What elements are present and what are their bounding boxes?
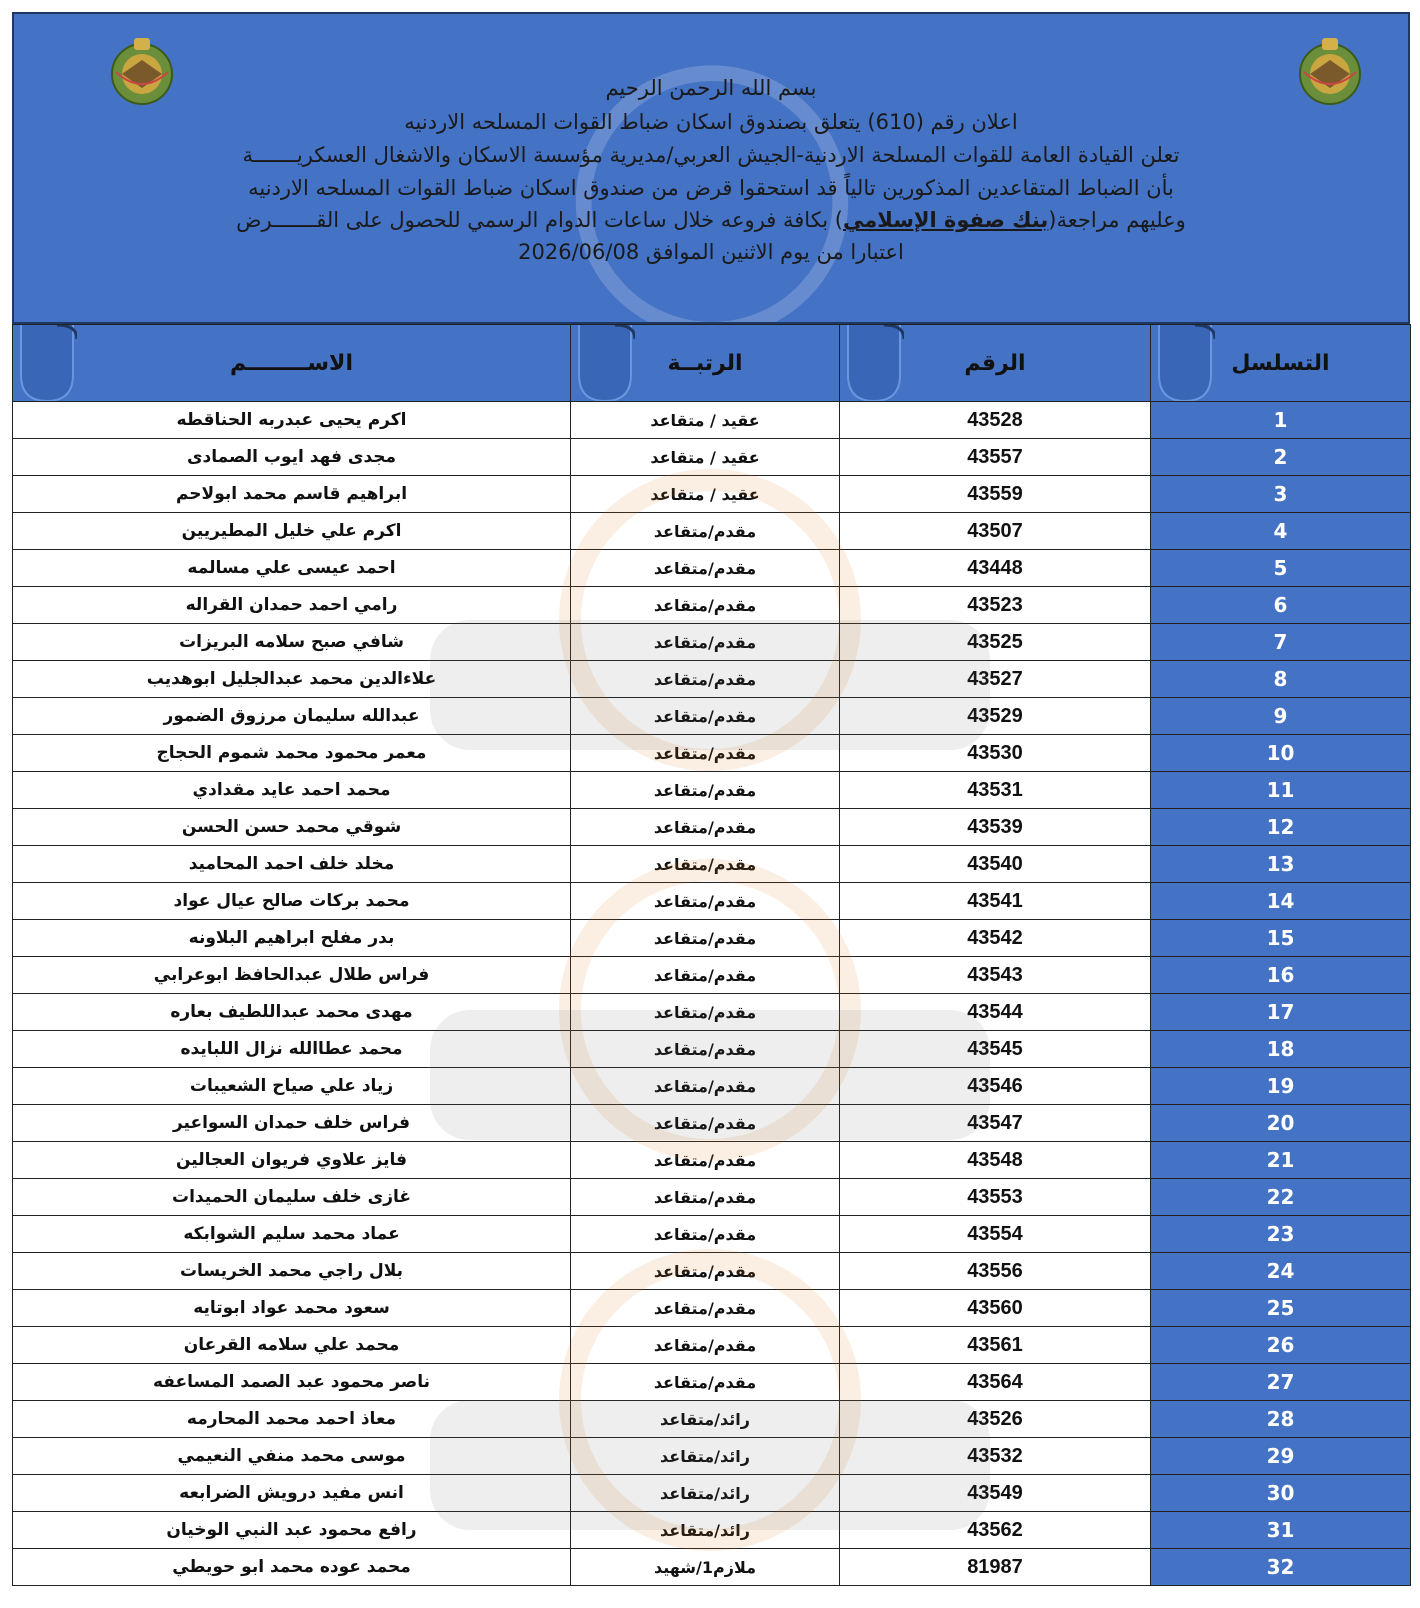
rank-cell: رائد/متقاعد (571, 1512, 840, 1549)
name-cell: موسى محمد منفي النعيمي (13, 1438, 571, 1475)
name-cell: بلال راجي محمد الخريسات (13, 1253, 571, 1290)
rank-cell: مقدم/متقاعد (571, 1290, 840, 1327)
number-cell: 43540 (840, 846, 1151, 883)
table-row (13, 920, 1411, 957)
table-row (13, 1105, 1411, 1142)
name-cell: عبدالله سليمان مرزوق الضمور (13, 698, 571, 735)
table-row (13, 1031, 1411, 1068)
rank-cell: مقدم/متقاعد (571, 1068, 840, 1105)
bank-name: بنك صفوة الإسلامي (843, 208, 1049, 232)
name-cell: فراس طلال عبدالحافظ ابوعرابي (13, 957, 571, 994)
seq-cell: 23 (1151, 1216, 1411, 1253)
seq-cell: 21 (1151, 1142, 1411, 1179)
table-row (13, 1364, 1411, 1401)
rank-cell: ملازم1/شهيد (571, 1549, 840, 1586)
name-cell: بدر مفلح ابراهيم البلاونه (13, 920, 571, 957)
rank-cell: مقدم/متقاعد (571, 846, 840, 883)
name-cell: محمد علي سلامه القرعان (13, 1327, 571, 1364)
number-cell: 43554 (840, 1216, 1151, 1253)
seq-cell: 12 (1151, 809, 1411, 846)
number-cell: 43546 (840, 1068, 1151, 1105)
table-row (13, 846, 1411, 883)
name-cell: شوقي محمد حسن الحسن (13, 809, 571, 846)
rank-cell: مقدم/متقاعد (571, 957, 840, 994)
table-row (13, 1549, 1411, 1586)
table-row (13, 735, 1411, 772)
seq-cell: 30 (1151, 1475, 1411, 1512)
seq-cell: 27 (1151, 1364, 1411, 1401)
number-cell: 43525 (840, 624, 1151, 661)
name-cell: غازى خلف سليمان الحميدات (13, 1179, 571, 1216)
column-header-rank: الرتبــة (571, 325, 840, 402)
number-cell: 43531 (840, 772, 1151, 809)
name-cell: محمد عوده محمد ابو حويطي (13, 1549, 571, 1586)
name-cell: احمد عيسى علي مسالمه (13, 550, 571, 587)
number-cell: 43553 (840, 1179, 1151, 1216)
table-row (13, 402, 1411, 439)
number-cell: 43557 (840, 439, 1151, 476)
rank-cell: مقدم/متقاعد (571, 1216, 840, 1253)
seq-cell: 14 (1151, 883, 1411, 920)
rank-cell: مقدم/متقاعد (571, 550, 840, 587)
rank-cell: مقدم/متقاعد (571, 772, 840, 809)
number-cell: 43529 (840, 698, 1151, 735)
table-row (13, 1438, 1411, 1475)
announcement-text: وعليهم مراجعة( (1048, 208, 1186, 232)
rank-cell: رائد/متقاعد (571, 1438, 840, 1475)
rank-cell: مقدم/متقاعد (571, 513, 840, 550)
number-cell: 43562 (840, 1512, 1151, 1549)
column-header-number: الرقم (840, 325, 1151, 402)
name-cell: زياد علي صياح الشعيبات (13, 1068, 571, 1105)
number-cell: 43544 (840, 994, 1151, 1031)
announcement-date: اعتبارا من يوم الاثنين الموافق 2026/06/08 (518, 240, 904, 264)
number-cell: 43527 (840, 661, 1151, 698)
rank-cell: مقدم/متقاعد (571, 587, 840, 624)
table-row (13, 1142, 1411, 1179)
name-cell: محمد احمد عايد مقدادي (13, 772, 571, 809)
table-row (13, 698, 1411, 735)
announcement-text: ) بكافة فروعه خلال ساعات الدوام الرسمي للحصول على القـــــــرض (236, 208, 843, 232)
number-cell: 43541 (840, 883, 1151, 920)
tab-curl-icon (575, 325, 635, 401)
table-row (13, 1179, 1411, 1216)
seq-cell: 9 (1151, 698, 1411, 735)
number-cell: 43561 (840, 1327, 1151, 1364)
table-row (13, 1327, 1411, 1364)
seq-cell: 17 (1151, 994, 1411, 1031)
seq-cell: 6 (1151, 587, 1411, 624)
name-cell: فراس خلف حمدان السواعير (13, 1105, 571, 1142)
name-cell: مجدى فهد ايوب الصمادى (13, 439, 571, 476)
rank-cell: مقدم/متقاعد (571, 1253, 840, 1290)
announcement-line: بأن الضباط المتقاعدين المذكورين تالياً قد استحقوا قرض من صندوق اسكان ضباط القوات المسلحه الاردنيه (248, 176, 1174, 200)
table-row (13, 1475, 1411, 1512)
seq-cell: 11 (1151, 772, 1411, 809)
number-cell: 43560 (840, 1290, 1151, 1327)
name-cell: انس مفيد درويش الضرابعه (13, 1475, 571, 1512)
table-row (13, 661, 1411, 698)
tab-curl-icon (1155, 325, 1215, 401)
table-row (13, 994, 1411, 1031)
name-cell: معاذ احمد محمد المحارمه (13, 1401, 571, 1438)
name-cell: سعود محمد عواد ابوتايه (13, 1290, 571, 1327)
announcement-basmala: بسم الله الرحمن الرحيم (605, 76, 817, 100)
name-cell: محمد عطاالله نزال اللبايده (13, 1031, 571, 1068)
seq-cell: 7 (1151, 624, 1411, 661)
seq-cell: 29 (1151, 1438, 1411, 1475)
tab-curl-icon (17, 325, 77, 401)
rank-cell: رائد/متقاعد (571, 1401, 840, 1438)
number-cell: 43448 (840, 550, 1151, 587)
table-row (13, 1512, 1411, 1549)
announcement-title: اعلان رقم (610) يتعلق بصندوق اسكان ضباط القوات المسلحه الاردنيه (404, 110, 1018, 134)
seq-cell: 3 (1151, 476, 1411, 513)
name-cell: ابراهيم قاسم محمد ابولاحم (13, 476, 571, 513)
name-cell: فايز علاوي فريوان العجالين (13, 1142, 571, 1179)
name-cell: ناصر محمود عبد الصمد المساعفه (13, 1364, 571, 1401)
rank-cell: مقدم/متقاعد (571, 661, 840, 698)
table-row (13, 772, 1411, 809)
seq-cell: 5 (1151, 550, 1411, 587)
table-row (13, 957, 1411, 994)
name-cell: شافي صبح سلامه البريزات (13, 624, 571, 661)
name-cell: مخلد خلف احمد المحاميد (13, 846, 571, 883)
seq-cell: 31 (1151, 1512, 1411, 1549)
table-row (13, 513, 1411, 550)
number-cell: 43507 (840, 513, 1151, 550)
seq-cell: 10 (1151, 735, 1411, 772)
seq-cell: 32 (1151, 1549, 1411, 1586)
number-cell: 43523 (840, 587, 1151, 624)
rank-cell: مقدم/متقاعد (571, 1142, 840, 1179)
number-cell: 43559 (840, 476, 1151, 513)
seq-cell: 2 (1151, 439, 1411, 476)
rank-cell: مقدم/متقاعد (571, 624, 840, 661)
table-row (13, 1290, 1411, 1327)
rank-cell: مقدم/متقاعد (571, 1179, 840, 1216)
number-cell: 43548 (840, 1142, 1151, 1179)
number-cell: 43526 (840, 1401, 1151, 1438)
rank-cell: مقدم/متقاعد (571, 920, 840, 957)
seq-cell: 1 (1151, 402, 1411, 439)
table-body (13, 402, 1411, 1586)
name-cell: رامي احمد حمدان القراله (13, 587, 571, 624)
table-row (13, 1216, 1411, 1253)
rank-cell: عقيد / متقاعد (571, 402, 840, 439)
seq-cell: 24 (1151, 1253, 1411, 1290)
seq-cell: 4 (1151, 513, 1411, 550)
number-cell: 43542 (840, 920, 1151, 957)
rank-cell: مقدم/متقاعد (571, 1364, 840, 1401)
announcement-bank-line (14, 204, 1408, 237)
rank-cell: رائد/متقاعد (571, 1475, 840, 1512)
table-row (13, 809, 1411, 846)
announcement-header (12, 12, 1410, 324)
number-cell: 43532 (840, 1438, 1151, 1475)
table-row (13, 476, 1411, 513)
seq-cell: 22 (1151, 1179, 1411, 1216)
name-cell: رافع محمود عبد النبي الوخيان (13, 1512, 571, 1549)
table-row (13, 1253, 1411, 1290)
rank-cell: مقدم/متقاعد (571, 1031, 840, 1068)
seq-cell: 20 (1151, 1105, 1411, 1142)
number-cell: 43564 (840, 1364, 1151, 1401)
number-cell: 43545 (840, 1031, 1151, 1068)
name-cell: معمر محمود محمد شموم الحجاج (13, 735, 571, 772)
name-cell: اكرم علي خليل المطيريين (13, 513, 571, 550)
name-cell: اكرم يحيى عبدربه الحناقطه (13, 402, 571, 439)
officers-table (12, 324, 1411, 1586)
table-row (13, 883, 1411, 920)
number-cell: 43543 (840, 957, 1151, 994)
number-cell: 81987 (840, 1549, 1151, 1586)
rank-cell: مقدم/متقاعد (571, 1105, 840, 1142)
seq-cell: 26 (1151, 1327, 1411, 1364)
rank-cell: مقدم/متقاعد (571, 809, 840, 846)
seq-cell: 19 (1151, 1068, 1411, 1105)
announcement-line: تعلن القيادة العامة للقوات المسلحة الاردنية-الجيش العربي/مديرية مؤسسة الاسكان والاشغال العسكريـــــــة (242, 143, 1180, 167)
table-header-row (13, 325, 1411, 402)
rank-cell: مقدم/متقاعد (571, 883, 840, 920)
number-cell: 43556 (840, 1253, 1151, 1290)
name-cell: عماد محمد سليم الشوابكه (13, 1216, 571, 1253)
seq-cell: 18 (1151, 1031, 1411, 1068)
seq-cell: 15 (1151, 920, 1411, 957)
rank-cell: مقدم/متقاعد (571, 994, 840, 1031)
table-row (13, 587, 1411, 624)
table-row (13, 624, 1411, 661)
table-row (13, 1401, 1411, 1438)
table-row (13, 550, 1411, 587)
rank-cell: عقيد / متقاعد (571, 476, 840, 513)
name-cell: مهدى محمد عبداللطيف بعاره (13, 994, 571, 1031)
number-cell: 43528 (840, 402, 1151, 439)
seq-cell: 8 (1151, 661, 1411, 698)
rank-cell: عقيد / متقاعد (571, 439, 840, 476)
number-cell: 43530 (840, 735, 1151, 772)
name-cell: علاءالدين محمد عبدالجليل ابوهديب (13, 661, 571, 698)
name-cell: محمد بركات صالح عيال عواد (13, 883, 571, 920)
table-row (13, 439, 1411, 476)
number-cell: 43549 (840, 1475, 1151, 1512)
rank-cell: مقدم/متقاعد (571, 698, 840, 735)
number-cell: 43539 (840, 809, 1151, 846)
number-cell: 43547 (840, 1105, 1151, 1142)
tab-curl-icon (844, 325, 904, 401)
rank-cell: مقدم/متقاعد (571, 1327, 840, 1364)
rank-cell: مقدم/متقاعد (571, 735, 840, 772)
seq-cell: 25 (1151, 1290, 1411, 1327)
seq-cell: 28 (1151, 1401, 1411, 1438)
table-row (13, 1068, 1411, 1105)
column-header-name: الاســــــــم (13, 325, 571, 402)
column-header-seq: التسلسل (1151, 325, 1411, 402)
seq-cell: 13 (1151, 846, 1411, 883)
seq-cell: 16 (1151, 957, 1411, 994)
